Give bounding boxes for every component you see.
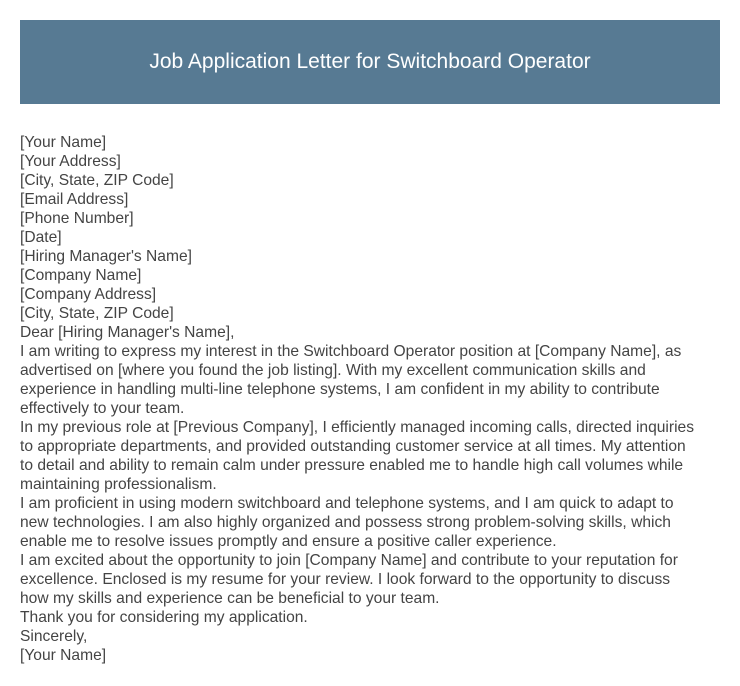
letter-body (20, 133, 720, 665)
paragraph-line: maintaining professionalism. (20, 476, 217, 493)
sender-address: [Your Address] (20, 153, 121, 170)
paragraph-line: to detail and ability to remain calm under pressure enabled me to handle high call volumes while (20, 457, 684, 474)
paragraph-interest (20, 342, 720, 418)
recipient-company-address: [Company Address] (20, 286, 157, 303)
recipient-city-state-zip: [City, State, ZIP Code] (20, 305, 174, 322)
paragraph-line: to appropriate departments, and provided outstanding customer service at all times. My attention (20, 438, 686, 455)
paragraph-line: experience in handling multi-line telephone systems, I am confident in my ability to contribute (20, 381, 660, 398)
paragraph-line: I am writing to express my interest in the Switchboard Operator position at [Company Name], as (20, 343, 682, 360)
paragraph-line: advertised on [where you found the job listing]. With my excellent communication skills and (20, 362, 646, 379)
paragraph-line: I am proficient in using modern switchboard and telephone systems, and I am quick to adapt to (20, 495, 674, 512)
paragraph-line: how my skills and experience can be beneficial to your team. (20, 590, 440, 607)
paragraph-line: excellence. Enclosed is my resume for your review. I look forward to the opportunity to discuss (20, 571, 671, 588)
salutation: Dear [Hiring Manager's Name], (20, 324, 235, 341)
closing: Sincerely, (20, 628, 88, 645)
sender-phone: [Phone Number] (20, 210, 134, 227)
paragraph-experience (20, 418, 720, 494)
page-title: Job Application Letter for Switchboard Operator (149, 50, 591, 73)
paragraph-line: new technologies. I am also highly organized and possess strong problem-solving skills, which (20, 514, 671, 531)
paragraph-line: effectively to your team. (20, 400, 185, 417)
recipient-company-name: [Company Name] (20, 267, 142, 284)
letter-date: [Date] (20, 229, 62, 246)
paragraph-line: Thank you for considering my application. (20, 609, 308, 626)
paragraph-line: enable me to resolve issues promptly and ensure a positive caller experience. (20, 533, 557, 550)
paragraph-line: I am excited about the opportunity to join [Company Name] and contribute to your reputation for (20, 552, 678, 569)
recipient-hiring-manager: [Hiring Manager's Name] (20, 248, 192, 265)
sender-email: [Email Address] (20, 191, 129, 208)
signature: [Your Name] (20, 647, 107, 664)
paragraph-excitement (20, 551, 720, 608)
page-header (20, 20, 720, 104)
paragraph-thanks (20, 608, 720, 627)
sender-name: [Your Name] (20, 134, 107, 151)
sender-city-state-zip: [City, State, ZIP Code] (20, 172, 174, 189)
paragraph-line: In my previous role at [Previous Company], I efficiently managed incoming calls, directed inquiries (20, 419, 695, 436)
paragraph-skills (20, 494, 720, 551)
